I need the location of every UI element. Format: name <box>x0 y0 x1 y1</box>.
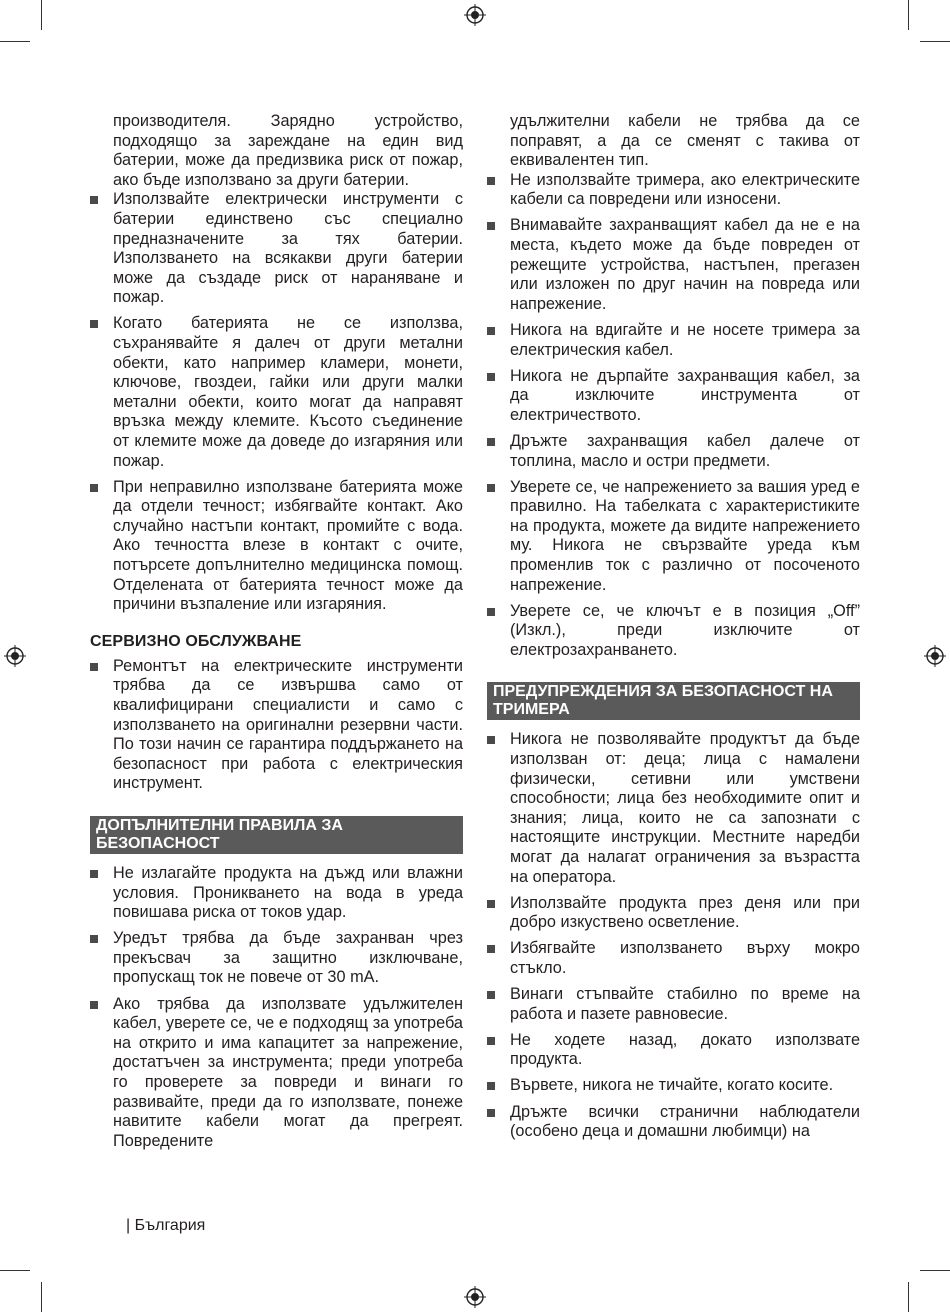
crop-mark-top-left-h <box>0 41 30 42</box>
left-intro-paragraph: производителя. Зарядно устройство, подходящо за зареждане на един вид батерии, може да предизвика риск от пожар, ако бъде използвано за други батерии. <box>113 112 463 189</box>
service-heading: СЕРВИЗНО ОБСЛУЖВАНЕ <box>90 632 302 650</box>
list-item: Никога на вдигайте и не носете тримера за електрическия кабел. <box>487 321 860 360</box>
list-item: Вървете, никога не тичайте, когато косите. <box>487 1076 860 1096</box>
registration-mark-bottom-icon <box>464 1286 486 1308</box>
list-item: Винаги стъпвайте стабилно по време на работа и пазете равновесие. <box>487 985 860 1024</box>
list-item: При неправилно използване батерията може да отдели течност; избягвайте контакт. Ако случайно настъпи контакт, промийте с вода. Ако течността влезе в контакт с очите, потърсете допълнително медицинска помощ. Отделената от батерията течност може да причини възпаление или изгаряния. <box>90 478 463 615</box>
list-item: Не излагайте продукта на дъжд или влажни условия. Проникването на вода в уреда повишава риска от токов удар. <box>90 864 463 923</box>
list-item: Ако трябва да използвате удължителен кабел, уверете се, че е подходящ за употреба на открито и има капацитет за напрежение, достатъчен за инструмента; преди употреба го проверете за повреди и винаги го развивайте, преди да го използвате, понеже навитите кабели могат да прегреят. Повредените <box>90 995 463 1152</box>
bullet-square-icon <box>487 900 495 908</box>
crop-mark-bottom-left-h <box>0 1270 30 1271</box>
bullet-square-icon <box>90 935 98 943</box>
list-item: Когато батерията не се използва, съхранявайте я далеч от други метални обекти, като например кламери, монети, ключове, гвоздеи, гайки или други малки метални обекти, които могат да направят връзка между клемите. Късото съединение от клемите може да доведе до изгаряния или пожар. <box>90 314 463 471</box>
list-item: Не използвайте тримера, ако електрическите кабели са повредени или износени. <box>487 171 860 210</box>
bullet-square-icon <box>90 320 98 328</box>
list-item: Внимавайте захранващият кабел да не е на места, където може да бъде повреден от режещите устройства, настъпен, прегазен или изложен по друг начин на повреда или напрежение. <box>487 216 860 314</box>
battery-bullet-list <box>90 190 463 614</box>
crop-mark-top-left-v <box>41 0 42 30</box>
bullet-square-icon <box>487 1109 495 1117</box>
extra-safety-bullet-list <box>90 864 463 1151</box>
bullet-square-icon <box>487 736 495 744</box>
bullet-square-icon <box>487 177 495 185</box>
right-column <box>487 112 860 1148</box>
registration-mark-top-icon <box>464 4 486 26</box>
cable-bullet-list <box>487 171 860 661</box>
list-item: Ремонтът на електрическите инструменти трябва да се извършва само от квалифицирани специалисти и само с използването на оригинални резервни части. По този начин се гарантира поддържането на безопасност при работа с електрическия инструмент. <box>90 657 463 794</box>
service-bullet-list <box>90 657 463 794</box>
list-item: Уверете се, че напрежението за вашия уред е правилно. На табелката с характеристиките на продукта, можете да видите напрежението му. Никога не свързвайте уреда към променлив ток с различно от посоченото напрежение. <box>487 478 860 596</box>
left-column <box>90 112 463 1158</box>
list-item: Избягвайте използването върху мокро стъкло. <box>487 939 860 978</box>
list-item: Дръжте всички странични наблюдатели (особено деца и домашни любимци) на <box>487 1103 860 1142</box>
bullet-square-icon <box>487 1082 495 1090</box>
extra-safety-heading: ДОПЪЛНИТЕЛНИ ПРАВИЛА ЗА БЕЗОПАСНОСТ <box>90 816 463 854</box>
crop-mark-top-right-v <box>908 0 909 30</box>
page-footer-country: | България <box>126 1217 206 1234</box>
right-intro-paragraph: удължителни кабели не трябва да се поправят, а да се сменят с такива от еквивалентен тип. <box>510 112 860 170</box>
trimmer-safety-heading: ПРЕДУПРЕЖДЕНИЯ ЗА БЕЗОПАСНОСТ НА ТРИМЕРА <box>487 682 860 720</box>
bullet-square-icon <box>487 438 495 446</box>
list-item: Не ходете назад, докато използвате продукта. <box>487 1031 860 1070</box>
list-item: Използвайте продукта през деня или при добро изкуствено осветление. <box>487 894 860 933</box>
bullet-square-icon <box>90 1001 98 1009</box>
list-item: Уредът трябва да бъде захранван чрез прекъсвач за защитно изключване, пропускащ ток не повече от 30 mA. <box>90 929 463 988</box>
bullet-square-icon <box>90 484 98 492</box>
crop-mark-bottom-right-v <box>908 1282 909 1312</box>
bullet-square-icon <box>90 870 98 878</box>
bullet-square-icon <box>487 327 495 335</box>
list-item: Дръжте захранващия кабел далече от топлина, масло и остри предмети. <box>487 432 860 471</box>
crop-mark-bottom-left-v <box>41 1282 42 1312</box>
bullet-square-icon <box>487 991 495 999</box>
registration-mark-left-icon <box>4 645 26 667</box>
crop-mark-bottom-right-h <box>920 1270 950 1271</box>
bullet-square-icon <box>487 484 495 492</box>
list-item: Никога не дърпайте захранващия кабел, за да изключите инструмента от електричеството. <box>487 367 860 426</box>
bullet-square-icon <box>487 608 495 616</box>
trimmer-bullet-list <box>487 730 860 1141</box>
bullet-square-icon <box>487 222 495 230</box>
bullet-square-icon <box>487 373 495 381</box>
registration-mark-right-icon <box>924 645 946 667</box>
list-item: Използвайте електрически инструменти с батерии единствено със специално предназначените за тях батерии. Използването на всякакви други батерии може да създаде риск от нараняване и пожар. <box>90 190 463 308</box>
crop-mark-top-right-h <box>920 41 950 42</box>
list-item: Уверете се, че ключът е в позиция „Off” (Изкл.), преди изключите от електрозахранването. <box>487 602 860 661</box>
bullet-square-icon <box>90 196 98 204</box>
bullet-square-icon <box>487 945 495 953</box>
list-item: Никога не позволявайте продуктът да бъде използван от: деца; лица с намалени физически, сетивни или умствени способности; лица без необходимите опит и знания; лица, които не са запознати с настоящите инструкции. Местните наредби могат да налагат ограничения за възрастта на оператора. <box>487 730 860 887</box>
bullet-square-icon <box>487 1037 495 1045</box>
bullet-square-icon <box>90 663 98 671</box>
